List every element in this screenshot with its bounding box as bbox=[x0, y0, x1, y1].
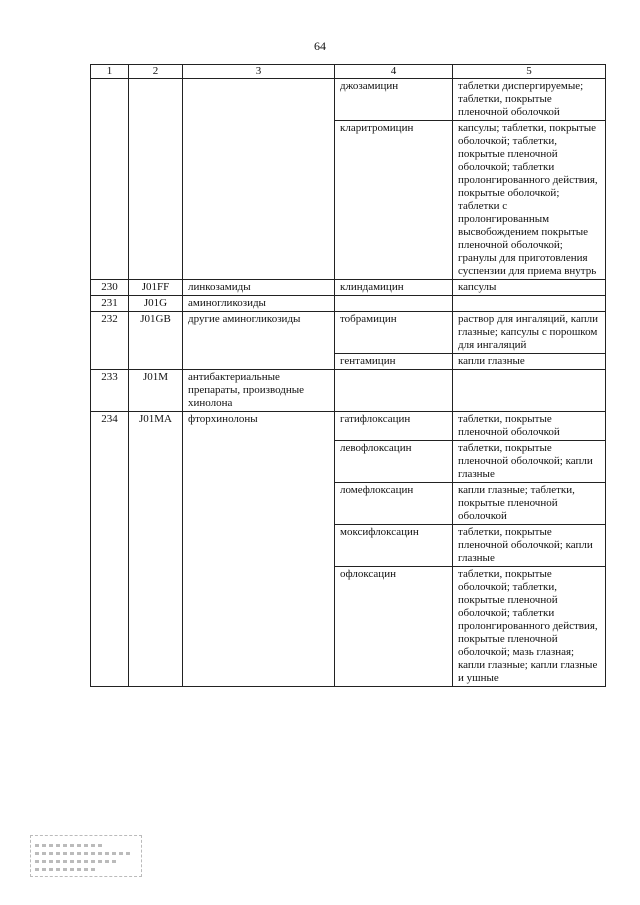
group-cell: линкозамиды bbox=[183, 280, 335, 296]
dosage-form-cell: таблетки, покрытые оболочкой; таблетки, покрытые пленочной оболочкой; таблетки пролонгированного действия, покрытые пленочной оболочкой; мазь глазная; капли глазные; капли глазные и ушные bbox=[453, 567, 606, 687]
row-number-cell: 231 bbox=[91, 296, 129, 312]
drug-cell: клиндамицин bbox=[335, 280, 453, 296]
dosage-form-cell: капсулы bbox=[453, 280, 606, 296]
dosage-form-cell: таблетки, покрытые пленочной оболочкой bbox=[453, 412, 606, 441]
drug-cell: ломефлоксацин bbox=[335, 483, 453, 525]
atc-code-cell: J01GB bbox=[129, 312, 183, 370]
dosage-form-cell bbox=[453, 370, 606, 412]
table-row bbox=[91, 412, 606, 441]
table-row bbox=[91, 296, 606, 312]
drug-cell: гентамицин bbox=[335, 354, 453, 370]
page-number: 64 bbox=[314, 39, 326, 53]
table-row bbox=[91, 79, 606, 121]
drug-cell: гатифлоксацин bbox=[335, 412, 453, 441]
atc-code-cell: J01M bbox=[129, 370, 183, 412]
row-number-cell: 233 bbox=[91, 370, 129, 412]
group-cell: фторхинолоны bbox=[183, 412, 335, 687]
group-cell: другие аминогликозиды bbox=[183, 312, 335, 370]
table-header-row bbox=[91, 65, 606, 79]
column-header: 1 bbox=[91, 65, 129, 79]
table-row bbox=[91, 370, 606, 412]
column-header: 2 bbox=[129, 65, 183, 79]
dosage-form-cell: капли глазные; таблетки, покрытые пленочной оболочкой bbox=[453, 483, 606, 525]
drug-cell: джозамицин bbox=[335, 79, 453, 121]
atc-code-cell bbox=[129, 79, 183, 280]
atc-code-cell: J01MA bbox=[129, 412, 183, 687]
drug-cell: левофлоксацин bbox=[335, 441, 453, 483]
drug-table bbox=[90, 64, 606, 687]
drug-cell bbox=[335, 296, 453, 312]
group-cell: аминогликозиды bbox=[183, 296, 335, 312]
dosage-form-cell: таблетки диспергируемые; таблетки, покрытые пленочной оболочкой bbox=[453, 79, 606, 121]
row-number-cell: 230 bbox=[91, 280, 129, 296]
dosage-form-cell: капсулы; таблетки, покрытые оболочкой; таблетки, покрытые пленочной оболочкой; таблетки пролонгированного действия, покрытые оболочкой; таблетки с пролонгированным высвобождением покрытые пленочной оболочкой; гранулы для приготовления суспензии для приема внутрь bbox=[453, 121, 606, 280]
atc-code-cell: J01G bbox=[129, 296, 183, 312]
drug-cell: кларитромицин bbox=[335, 121, 453, 280]
table-row bbox=[91, 280, 606, 296]
drug-cell bbox=[335, 370, 453, 412]
row-number-cell bbox=[91, 79, 129, 280]
column-header: 5 bbox=[453, 65, 606, 79]
faded-stamp bbox=[30, 835, 142, 877]
row-number-cell: 234 bbox=[91, 412, 129, 687]
dosage-form-cell: таблетки, покрытые пленочной оболочкой; капли глазные bbox=[453, 525, 606, 567]
drug-cell: тобрамицин bbox=[335, 312, 453, 354]
drug-cell: офлоксацин bbox=[335, 567, 453, 687]
dosage-form-cell: раствор для ингаляций, капли глазные; капсулы с порошком для ингаляций bbox=[453, 312, 606, 354]
dosage-form-cell: таблетки, покрытые пленочной оболочкой; капли глазные bbox=[453, 441, 606, 483]
group-cell bbox=[183, 79, 335, 280]
column-header: 3 bbox=[183, 65, 335, 79]
dosage-form-cell: капли глазные bbox=[453, 354, 606, 370]
drug-cell: моксифлоксацин bbox=[335, 525, 453, 567]
column-header: 4 bbox=[335, 65, 453, 79]
group-cell: антибактериальные препараты, производные хинолона bbox=[183, 370, 335, 412]
table-row bbox=[91, 312, 606, 354]
row-number-cell: 232 bbox=[91, 312, 129, 370]
dosage-form-cell bbox=[453, 296, 606, 312]
atc-code-cell: J01FF bbox=[129, 280, 183, 296]
